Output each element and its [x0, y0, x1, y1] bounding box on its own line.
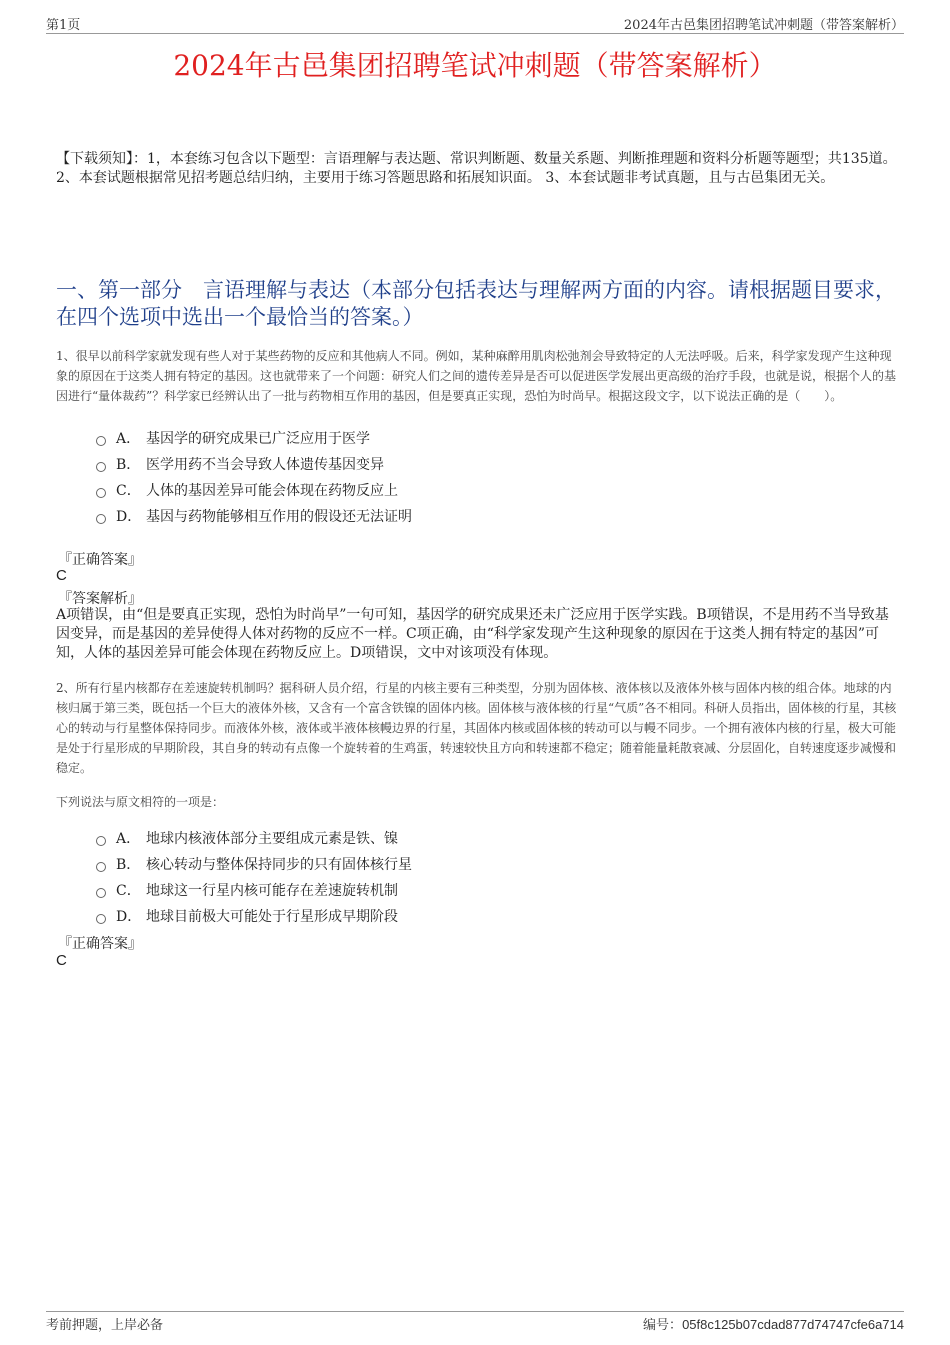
footer-code-label: 编号：: [643, 1318, 683, 1333]
option-letter: A．: [116, 431, 141, 447]
q1-option-a[interactable]: [96, 425, 856, 451]
radio-icon[interactable]: [96, 836, 106, 846]
option-letter: B．: [116, 857, 141, 873]
q1-explanation-label: 『答案解析』: [58, 591, 142, 607]
question-2-text: 2、所有行星内核都存在差速旋转机制吗？据科研人员介绍，行星的内核主要有三种类型，分别为固体核、液体核以及液体外核与固体内核的组合体。地球的内核归属于第三类，既包括一个巨大的液体外核，又含有一个富含铁镍的固体内核。固体核与液体核的行星“气质”各不相同。科研人员指出，固体核的行星，其核心的转动与行星整体保持同步。而液体外核，液体或半液体核幔边界的行星，其固体内核或固体核的转动可以与幔不同步。一个拥有液体内核的行星，极大可能是处于行星形成的早期阶段，其自身的转动有点像一个旋转着的生鸡蛋，转速较快且方向和转速都不稳定；随着能量耗散衰减、分层固化，自转速度逐步减慢和稳定。: [56, 681, 897, 775]
q2-option-a[interactable]: [96, 825, 856, 851]
option-text: 地球内核液体部分主要组成元素是铁、镍: [146, 831, 398, 847]
q1-answer-label: 『正确答案』: [58, 552, 142, 568]
question-1-options: [96, 425, 856, 529]
download-notice: 【下载须知】：1，本套练习包含以下题型：言语理解与表达题、常识判断题、数量关系题、判断推理题和资料分析题等题型；共135道。 2、本套试题根据常见招考题总结归纳，主要用于练习答题思路和拓展知识面。 3、本套试题非考试真题，且与古邑集团无关。: [56, 151, 897, 186]
q1-answer-value: C: [56, 567, 67, 584]
option-letter: D．: [116, 909, 142, 925]
option-letter: D．: [116, 509, 142, 525]
option-text: 基因与药物能够相互作用的假设还无法证明: [146, 509, 412, 525]
option-text: 医学用药不当会导致人体遗传基因变异: [146, 457, 384, 473]
radio-icon[interactable]: [96, 888, 106, 898]
q1-option-c[interactable]: [96, 477, 856, 503]
radio-icon[interactable]: [96, 436, 106, 446]
footer-code: [643, 1314, 904, 1333]
header-divider: [46, 33, 904, 34]
footer-code-value: 05f8c125b07cdad877d74747cfe6a714: [682, 1317, 904, 1332]
footer-divider: [46, 1311, 904, 1312]
page-header-right: 2024年古邑集团招聘笔试冲刺题（带答案解析）: [623, 18, 904, 33]
question-2-prompt: 下列说法与原文相符的一项是：: [56, 795, 225, 809]
footer-slogan: 考前押题，上岸必备: [46, 1318, 164, 1333]
page-header-left: 第1页: [46, 18, 81, 33]
q2-answer-value: C: [56, 952, 67, 969]
document-title: 2024年古邑集团招聘笔试冲刺题（带答案解析）: [173, 49, 777, 82]
q2-answer-label: 『正确答案』: [58, 936, 142, 952]
radio-icon[interactable]: [96, 914, 106, 924]
option-text: 基因学的研究成果已广泛应用于医学: [146, 431, 370, 447]
radio-icon[interactable]: [96, 488, 106, 498]
q2-option-c[interactable]: [96, 877, 856, 903]
question-1-text: 1、很早以前科学家就发现有些人对于某些药物的反应和其他病人不同。例如，某种麻醉用肌肉松弛剂会导致特定的人无法呼吸。后来，科学家发现产生这种现象的原因在于这类人拥有特定的基因。这也就带来了一个问题：研究人们之间的遗传差异是否可以促进医学发展出更高级的治疗手段，也就是说，根据个人的基因进行“量体裁药”？科学家已经辨认出了一批与药物相互作用的基因，但是要真正实现，恐怕为时尚早。根据这段文字，以下说法正确的是（ ）。: [56, 349, 897, 403]
q1-option-d[interactable]: [96, 503, 856, 529]
radio-icon[interactable]: [96, 462, 106, 472]
q1-explanation: A项错误，由“但是要真正实现，恐怕为时尚早”一句可知，基因学的研究成果还未广泛应用于医学实践。B项错误，不是用药不当导致基因变异，而是基因的差异使得人体对药物的反应不一样。C项正确，由“科学家发现产生这种现象的原因在于这类人拥有特定的基因”可知，人体的基因差异可能会体现在药物反应上。D项错误，文中对该项没有体现。: [56, 607, 889, 661]
q1-option-b[interactable]: [96, 451, 856, 477]
option-letter: A．: [116, 831, 141, 847]
option-letter: C．: [116, 883, 141, 899]
option-letter: C．: [116, 483, 141, 499]
radio-icon[interactable]: [96, 862, 106, 872]
radio-icon[interactable]: [96, 514, 106, 524]
option-text: 核心转动与整体保持同步的只有固体核行星: [146, 857, 412, 873]
question-2-options: [96, 825, 856, 929]
option-text: 地球目前极大可能处于行星形成早期阶段: [146, 909, 398, 925]
option-text: 地球这一行星内核可能存在差速旋转机制: [146, 883, 398, 899]
option-text: 人体的基因差异可能会体现在药物反应上: [146, 483, 398, 499]
option-letter: B．: [116, 457, 141, 473]
q2-option-d[interactable]: [96, 903, 856, 929]
section-heading: 一、第一部分 言语理解与表达（本部分包括表达与理解两方面的内容。请根据题目要求，在四个选项中选出一个最恰当的答案。）: [56, 278, 896, 329]
q2-option-b[interactable]: [96, 851, 856, 877]
